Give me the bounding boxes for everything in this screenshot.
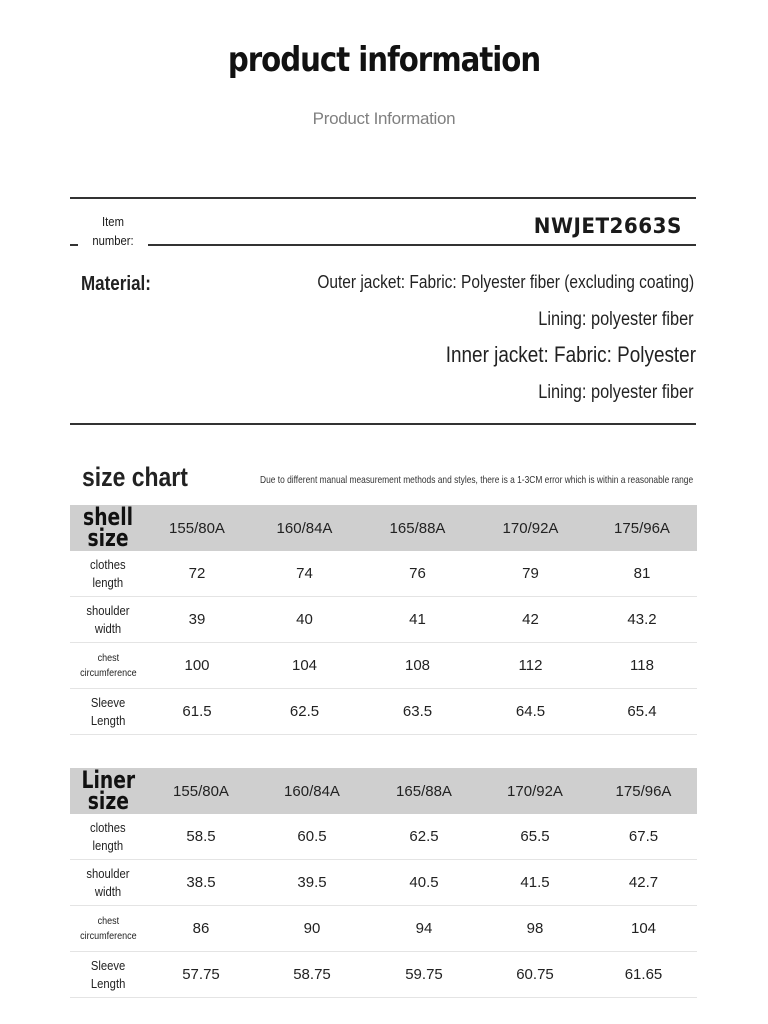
item-label-line1: Item	[102, 215, 124, 229]
table-cell: 104	[590, 906, 697, 952]
size-header: 155/80A	[146, 768, 256, 814]
table-cell: 72	[146, 551, 248, 597]
size-header: 170/92A	[474, 505, 587, 551]
divider-top	[70, 197, 696, 199]
row-label: shoulder width	[70, 597, 146, 643]
table-cell: 42	[474, 597, 587, 643]
size-header: 165/88A	[361, 505, 474, 551]
divider-item	[148, 244, 696, 246]
size-header: 155/80A	[146, 505, 248, 551]
table-cell: 74	[248, 551, 361, 597]
material-line-lining-2: Lining: polyester fiber	[538, 382, 694, 403]
table-cell: 104	[248, 643, 361, 689]
table-cell: 62.5	[248, 689, 361, 735]
table-row	[70, 597, 697, 643]
size-header: 160/84A	[256, 768, 368, 814]
table-cell: 41.5	[480, 860, 590, 906]
table-cell: 98	[480, 906, 590, 952]
table-cell: 86	[146, 906, 256, 952]
shell-size-table	[70, 505, 697, 735]
item-label-line2: number:	[92, 234, 134, 248]
table-cell: 39.5	[256, 860, 368, 906]
size-chart-note: Due to different manual measurement methods and styles, there is a 1-3CM error which is within a reasonable range	[260, 474, 694, 486]
size-header: 175/96A	[590, 768, 697, 814]
row-label: chest circumference	[70, 643, 146, 689]
table-cell: 43.2	[587, 597, 697, 643]
table-cell: 41	[361, 597, 474, 643]
material-line-lining-1: Lining: polyester fiber	[538, 309, 694, 330]
table-row	[70, 860, 697, 906]
table-cell: 81	[587, 551, 697, 597]
table-cell: 61.65	[590, 952, 697, 998]
table-row	[70, 689, 697, 735]
table-cell: 39	[146, 597, 248, 643]
table-cell: 76	[361, 551, 474, 597]
table-cell: 58.5	[146, 814, 256, 860]
row-label: clothes length	[70, 814, 146, 860]
liner-size-label: Liner size	[70, 768, 146, 814]
size-header: 160/84A	[248, 505, 361, 551]
table-cell: 100	[146, 643, 248, 689]
table-cell: 60.5	[256, 814, 368, 860]
table-cell: 79	[474, 551, 587, 597]
table-cell: 40	[248, 597, 361, 643]
divider-item-stub	[70, 244, 78, 246]
shell-header-row	[70, 505, 697, 551]
row-label: clothes length	[70, 551, 146, 597]
page-title: product information	[227, 40, 541, 80]
table-row	[70, 643, 697, 689]
item-number-label	[82, 213, 145, 251]
table-row	[70, 551, 697, 597]
table-cell: 65.4	[587, 689, 697, 735]
table-cell: 65.5	[480, 814, 590, 860]
table-row	[70, 906, 697, 952]
row-label: Sleeve Length	[70, 689, 146, 735]
material-label: Material:	[81, 273, 151, 295]
table-cell: 58.75	[256, 952, 368, 998]
divider-bottom	[70, 423, 696, 425]
table-cell: 40.5	[368, 860, 480, 906]
size-header: 175/96A	[587, 505, 697, 551]
row-label: chest circumference	[70, 906, 146, 952]
liner-size-table	[70, 768, 697, 998]
table-cell: 67.5	[590, 814, 697, 860]
size-header: 165/88A	[368, 768, 480, 814]
material-line-outer: Outer jacket: Fabric: Polyester fiber (excluding coating)	[317, 272, 694, 292]
row-label: shoulder width	[70, 860, 146, 906]
table-cell: 118	[587, 643, 697, 689]
table-cell: 42.7	[590, 860, 697, 906]
table-cell: 94	[368, 906, 480, 952]
size-chart-title: size chart	[82, 462, 188, 492]
shell-size-label: shell size	[70, 505, 146, 551]
table-cell: 61.5	[146, 689, 248, 735]
table-cell: 64.5	[474, 689, 587, 735]
table-row	[70, 814, 697, 860]
table-cell: 59.75	[368, 952, 480, 998]
table-cell: 38.5	[146, 860, 256, 906]
liner-header-row	[70, 768, 697, 814]
table-cell: 62.5	[368, 814, 480, 860]
table-cell: 90	[256, 906, 368, 952]
table-cell: 112	[474, 643, 587, 689]
page-subtitle: Product Information	[312, 109, 456, 128]
table-cell: 57.75	[146, 952, 256, 998]
table-cell: 108	[361, 643, 474, 689]
table-cell: 60.75	[480, 952, 590, 998]
row-label: Sleeve Length	[70, 952, 146, 998]
material-line-inner: Inner jacket: Fabric: Polyester	[445, 342, 696, 367]
size-header: 170/92A	[480, 768, 590, 814]
item-number-value: NWJET2663S	[533, 214, 682, 238]
table-cell: 63.5	[361, 689, 474, 735]
table-row	[70, 952, 697, 998]
